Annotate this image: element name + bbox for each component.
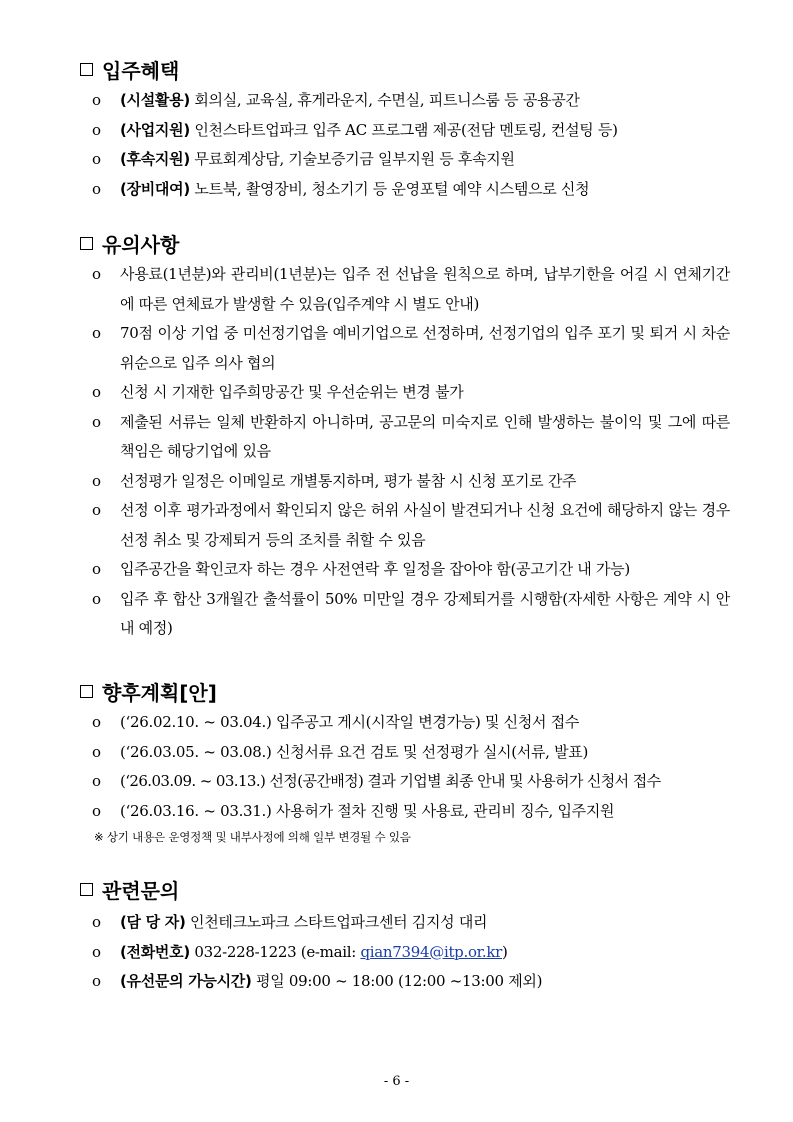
list-item: o (사업지원) 인천스타트업파크 입주 AC 프로그램 제공(전담 멘토링, 컨설팅 등) <box>92 120 618 139</box>
checkbox-square-icon <box>80 883 93 896</box>
item-text: 입주 후 합산 3개월간 출석률이 50% 미만일 경우 강제퇴거를 시행함(자세한 사항은 계약 시 안내 예정) <box>120 589 730 637</box>
item-text: 032-228-1223 (e-mail: <box>189 942 361 961</box>
item-label: (담 당 자) <box>120 913 186 931</box>
list-item: o 제출된 서류는 일체 반환하지 아니하며, 공고문의 미숙지로 인해 발생하는 불이익 및 그에 따른 책임은 해당기업에 있음 <box>92 412 730 460</box>
list-item: o 입주 후 합산 3개월간 출석률이 50% 미만일 경우 강제퇴거를 시행함(자세한 사항은 계약 시 안내 예정) <box>92 589 730 637</box>
footnote: ※ 상기 내용은 운영정책 및 내부사정에 의해 일부 변경될 수 있음 <box>94 830 411 844</box>
section-title: 입주혜택 <box>102 58 180 83</box>
list-item: o (‘26.03.09. ~ 03.13.) 선정(공간배정) 결과 기업별 최종 안내 및 사용허가 신청서 접수 <box>92 772 661 790</box>
section-plan <box>80 676 730 848</box>
checkbox-square-icon <box>80 63 93 76</box>
list-item: o 선정 이후 평가과정에서 확인되지 않은 허위 사실이 발견되거나 신청 요건에 해당하지 않는 경우 선정 취소 및 강제퇴거 등의 조치를 취할 수 있음 <box>92 501 730 549</box>
section-notice <box>80 228 730 644</box>
list-item: o (후속지원) 무료회계상담, 기술보증기금 일부지원 등 후속지원 <box>92 150 515 168</box>
checkbox-square-icon <box>80 685 93 698</box>
item-text: 선정 이후 평가과정에서 확인되지 않은 허위 사실이 발견되거나 신청 요건에 해당하지 않는 경우 선정 취소 및 강제퇴거 등의 조치를 취할 수 있음 <box>120 501 730 549</box>
item-text: 입주공간을 확인코자 하는 경우 사전연락 후 일정을 잡아야 함(공고기간 내 가능) <box>120 560 630 578</box>
list-item: o 선정평가 일정은 이메일로 개별통지하며, 평가 불참 시 신청 포기로 간주 <box>92 471 577 490</box>
section-title: 관련문의 <box>102 878 180 903</box>
section-title: 유의사항 <box>102 232 180 257</box>
item-text: 제출된 서류는 일체 반환하지 아니하며, 공고문의 미숙지로 인해 발생하는 불이익 및 그에 따른 책임은 해당기업에 있음 <box>120 412 730 460</box>
section-heading <box>80 676 730 706</box>
item-text: 인천테크노파크 스타트업파크센터 김지성 대리 <box>185 913 488 931</box>
section-heading <box>80 228 730 258</box>
checkbox-square-icon <box>80 237 93 250</box>
section-title: 향후계획[안] <box>102 680 217 705</box>
item-text: (‘26.02.10. ~ 03.04.) 입주공고 게시(시작일 변경가능) 및 신청서 접수 <box>120 713 580 731</box>
item-text: 사용료(1년분)와 관리비(1년분)는 입주 전 선납을 원칙으로 하며, 납부기한을 어길 시 연체기간에 따른 연체료가 발생할 수 있음(입주계약 시 별도 안내) <box>120 265 730 313</box>
list-item: o 70점 이상 기업 중 미선정기업을 예비기업으로 선정하며, 선정기업의 입주 포기 및 퇴거 시 차순위순으로 입주 의사 협의 <box>92 324 730 372</box>
list-item: o 입주공간을 확인코자 하는 경우 사전연락 후 일정을 잡아야 함(공고기간 내 가능) <box>92 560 630 578</box>
item-text: 신청 시 기재한 입주희망공간 및 우선순위는 변경 불가 <box>120 383 464 401</box>
item-text: 70점 이상 기업 중 미선정기업을 예비기업으로 선정하며, 선정기업의 입주 포기 및 퇴거 시 차순위순으로 입주 의사 협의 <box>120 324 730 372</box>
section-benefits <box>80 54 730 204</box>
list-item: o (‘26.03.05. ~ 03.08.) 신청서류 요건 검토 및 선정평가 실시(서류, 발표) <box>92 742 589 761</box>
list-item: o (‘26.02.10. ~ 03.04.) 입주공고 게시(시작일 변경가능) 및 신청서 접수 <box>92 713 580 731</box>
list-item: o 신청 시 기재한 입주희망공간 및 우선순위는 변경 불가 <box>92 383 464 401</box>
item-text: 회의실, 교육실, 휴게라운지, 수면실, 피트니스룸 등 공용공간 <box>189 91 580 109</box>
item-label: (장비대여) <box>120 179 190 198</box>
list-item: o (시설활용) 회의실, 교육실, 휴게라운지, 수면실, 피트니스룸 등 공용공간 <box>92 91 580 109</box>
item-text: (‘26.03.16. ~ 03.31.) 사용허가 절차 진행 및 사용료, 관리비 징수, 입주지원 <box>120 801 615 820</box>
list-item: o (‘26.03.16. ~ 03.31.) 사용허가 절차 진행 및 사용료, 관리비 징수, 입주지원 <box>92 801 615 820</box>
item-text: 노트북, 촬영장비, 청소기기 등 운영포털 예약 시스템으로 신청 <box>189 179 590 198</box>
item-text: 무료회계상담, 기술보증기금 일부지원 등 후속지원 <box>189 150 515 168</box>
list-item: o 사용료(1년분)와 관리비(1년분)는 입주 전 선납을 원칙으로 하며, 납부기한을 어길 시 연체기간에 따른 연체료가 발생할 수 있음(입주계약 시 별도 안내) <box>92 265 730 313</box>
item-text: (‘26.03.05. ~ 03.08.) 신청서류 요건 검토 및 선정평가 실시(서류, 발표) <box>120 742 589 761</box>
item-text-close: ) <box>502 942 508 961</box>
item-text: (‘26.03.09. ~ 03.13.) 선정(공간배정) 결과 기업별 최종 안내 및 사용허가 신청서 접수 <box>120 772 661 790</box>
item-label: (사업지원) <box>120 120 190 139</box>
page-number: - 6 - <box>383 1074 410 1089</box>
section-heading <box>80 54 730 84</box>
section-contact <box>80 874 730 997</box>
contact-manager: o (담 당 자) 인천테크노파크 스타트업파크센터 김지성 대리 <box>92 913 488 931</box>
item-label: (유선문의 가능시간) <box>120 972 252 990</box>
list-item: o (장비대여) 노트북, 촬영장비, 청소기기 등 운영포털 예약 시스템으로 신청 <box>92 179 590 198</box>
item-label: (전화번호) <box>120 942 190 961</box>
item-label: (후속지원) <box>120 150 190 168</box>
item-text: 인천스타트업파크 입주 AC 프로그램 제공(전담 멘토링, 컨설팅 등) <box>189 120 618 139</box>
item-label: (시설활용) <box>120 91 190 109</box>
contact-hours: o (유선문의 가능시간) 평일 09:00 ~ 18:00 (12:00 ~13:00 제외) <box>92 972 543 990</box>
item-text: 선정평가 일정은 이메일로 개별통지하며, 평가 불참 시 신청 포기로 간주 <box>120 471 577 490</box>
contact-phone: o (전화번호) 032-228-1223 (e-mail: qian7394@itp.or.kr) <box>92 942 508 961</box>
item-text: 평일 09:00 ~ 18:00 (12:00 ~13:00 제외) <box>251 972 543 990</box>
email-link[interactable]: qian7394@itp.or.kr <box>360 942 503 961</box>
section-heading <box>80 874 730 904</box>
